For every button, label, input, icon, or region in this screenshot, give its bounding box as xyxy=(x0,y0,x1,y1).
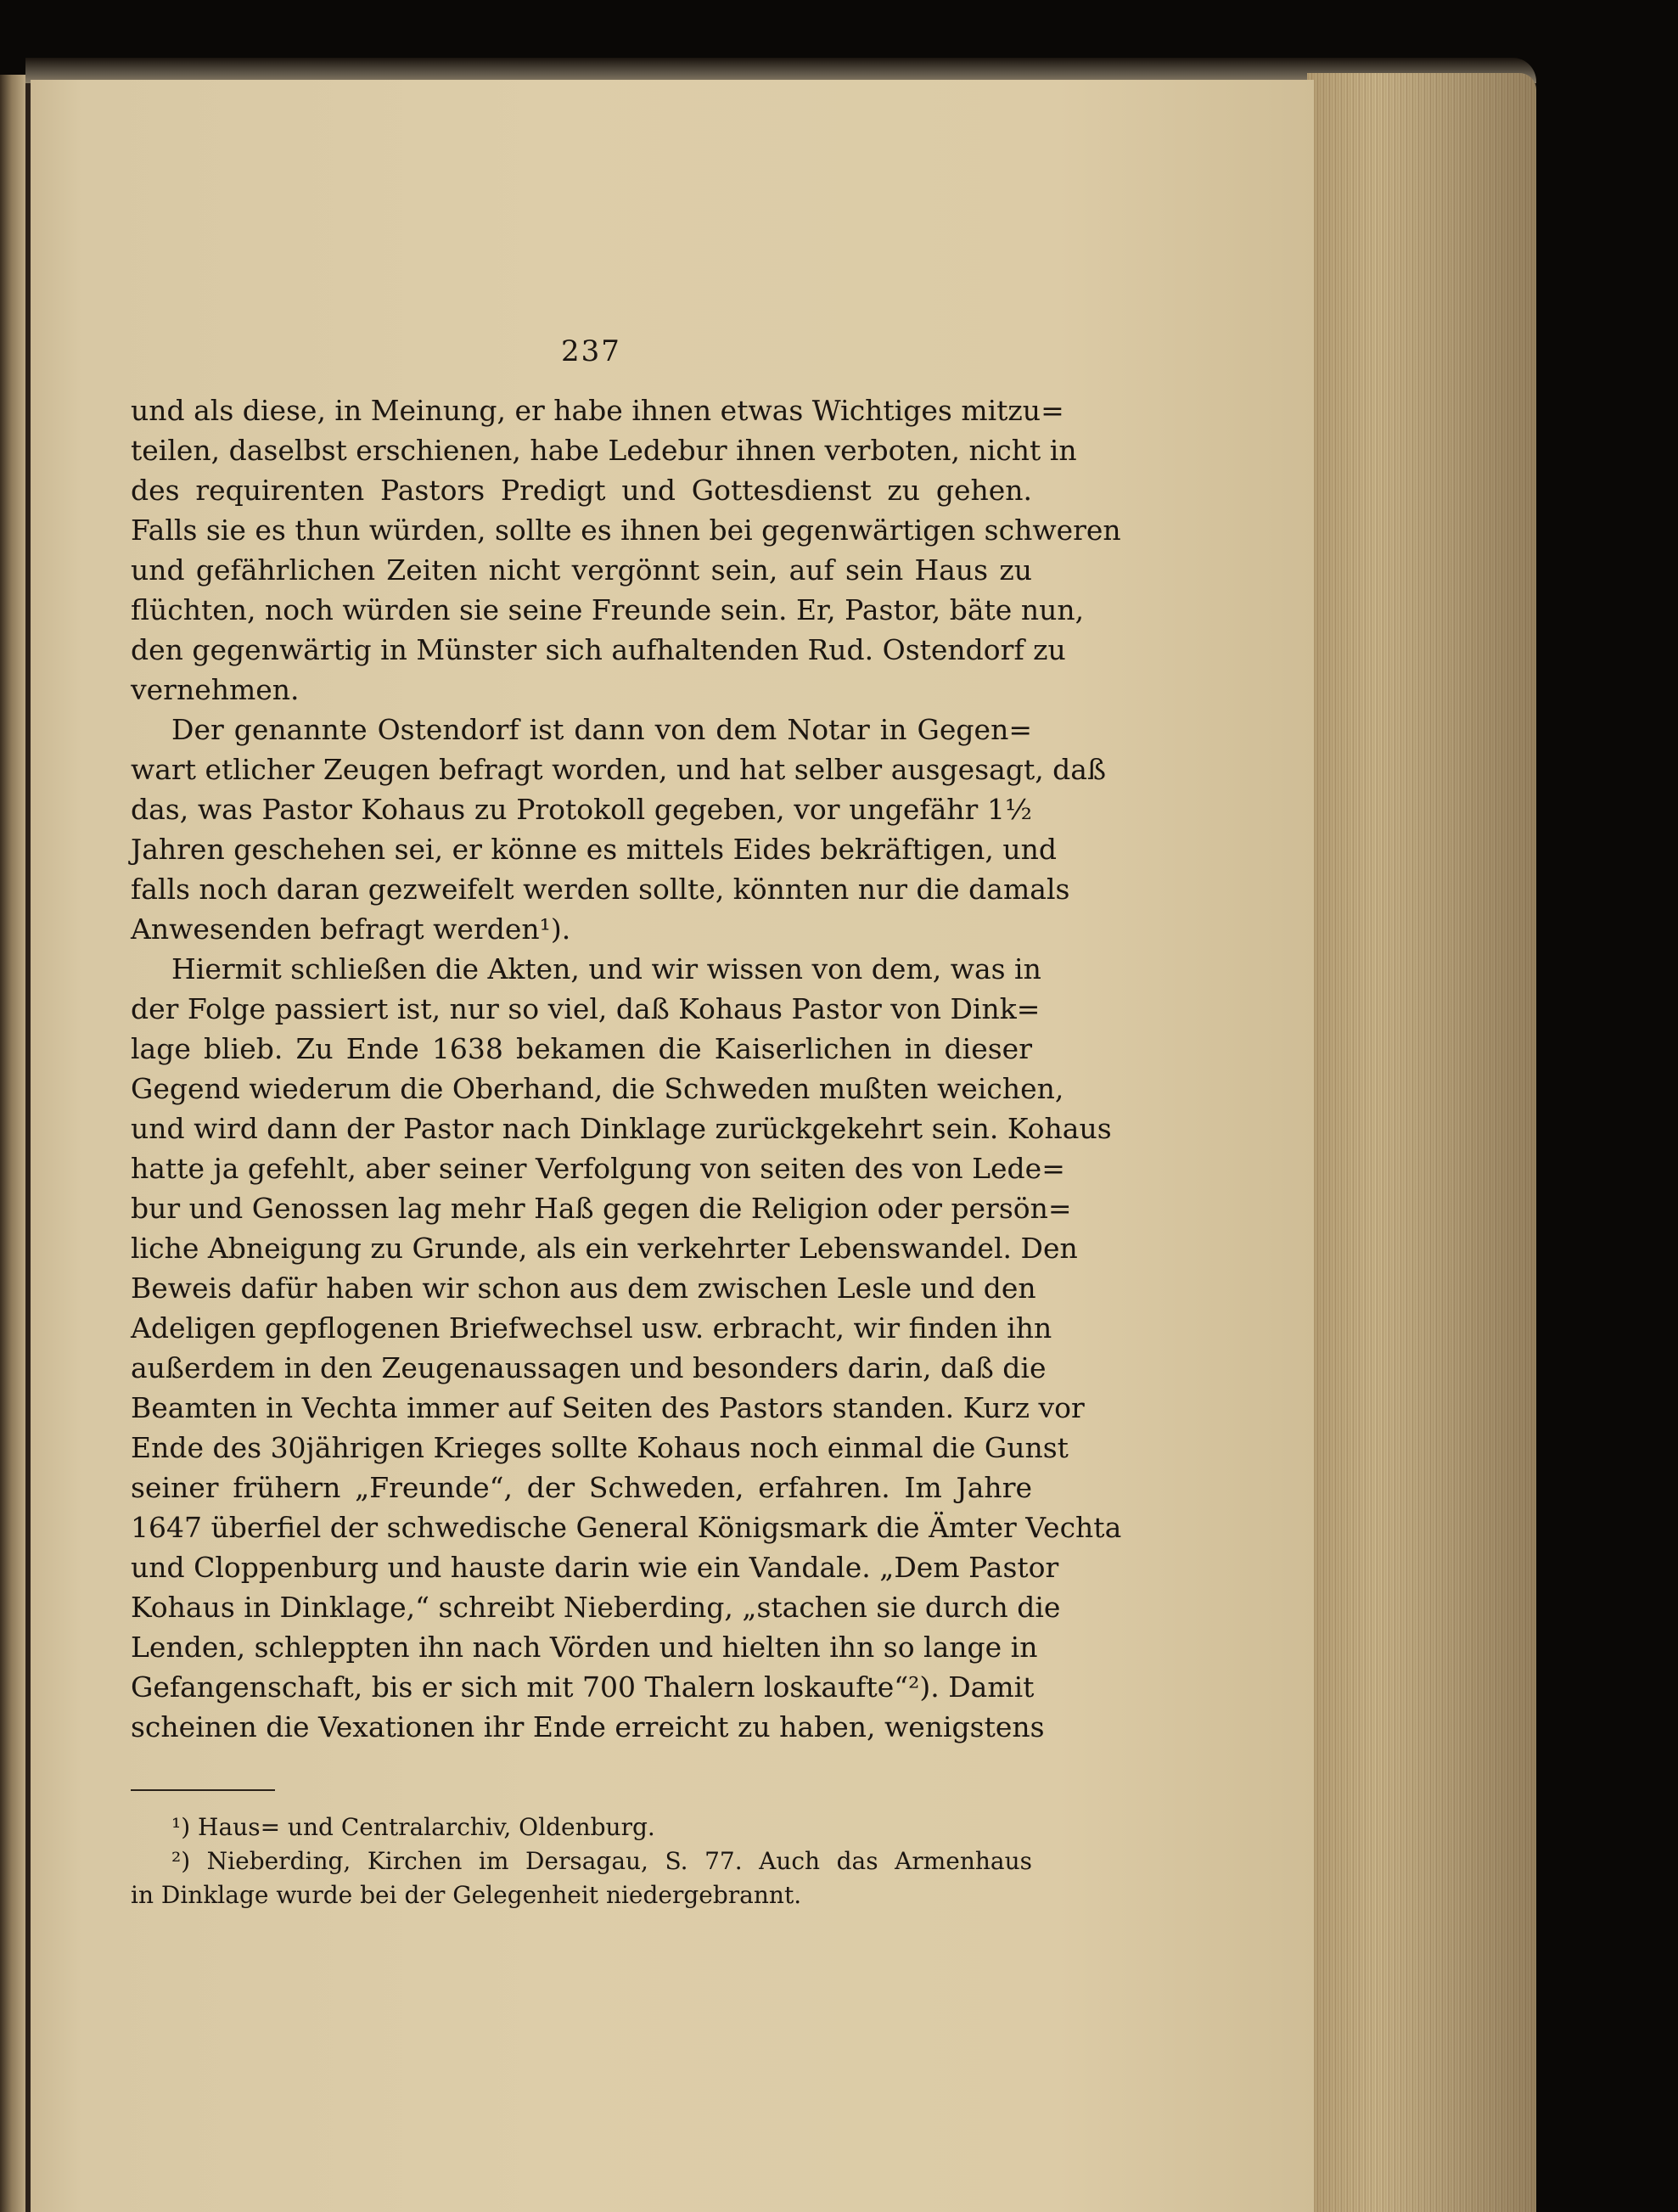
text-line: scheinen die Vexationen ihr Ende erreicht zu haben, wenigstens xyxy=(131,1710,1045,1743)
text-line: Lenden, schleppten ihn nach Vörden und hielten ihn so lange in xyxy=(131,1631,1038,1664)
footnote-1: ¹) Haus= und Centralarchiv, Oldenburg. xyxy=(171,1813,655,1841)
text-line: Hiermit schließen die Akten, und wir wissen von dem, was in xyxy=(171,952,1041,985)
text-line: wart etlicher Zeugen befragt worden, und hat selber ausgesagt, daß xyxy=(131,753,1107,786)
text-line: das, was Pastor Kohaus zu Protokoll gegeben, vor ungefähr 1½ xyxy=(131,793,1032,826)
facing-page-edge xyxy=(0,75,29,2212)
footnote-2-continued: in Dinklage wurde bei der Gelegenheit niedergebrannt. xyxy=(131,1881,802,1909)
text-line: und gefährlichen Zeiten nicht vergönnt sein, auf sein Haus zu xyxy=(131,553,1032,587)
text-line: hatte ja gefehlt, aber seiner Verfolgung von seiten des von Lede= xyxy=(131,1152,1065,1185)
text-line: außerdem in den Zeugenaussagen und besonders darin, daß die xyxy=(131,1351,1047,1384)
text-line: der Folge passiert ist, nur so viel, daß Kohaus Pastor von Dink= xyxy=(131,992,1041,1025)
text-line: Beweis dafür haben wir schon aus dem zwischen Lesle und den xyxy=(131,1272,1036,1305)
text-line: 1647 überfiel der schwedische General Königsmark die Ämter Vechta xyxy=(131,1511,1122,1544)
text-line: Falls sie es thun würden, sollte es ihnen bei gegenwärtigen schweren xyxy=(131,514,1121,547)
text-line: Kohaus in Dinklage,“ schreibt Nieberding, „stachen sie durch die xyxy=(131,1591,1061,1624)
footnote-rule xyxy=(131,1789,275,1791)
text-line: den gegenwärtig in Münster sich aufhaltenden Rud. Ostendorf zu xyxy=(131,633,1066,666)
text-line: Beamten in Vechta immer auf Seiten des Pastors standen. Kurz vor xyxy=(131,1391,1085,1424)
page-number: 237 xyxy=(561,334,621,368)
text-line: und als diese, in Meinung, er habe ihnen etwas Wichtiges mitzu= xyxy=(131,394,1064,427)
page-edges-shade xyxy=(1307,73,1536,2212)
text-line: teilen, daselbst erschienen, habe Ledebur ihnen verboten, nicht in xyxy=(131,434,1077,467)
text-line: Jahren geschehen sei, er könne es mittels Eides bekräftigen, und xyxy=(131,833,1057,866)
text-line: Ende des 30jährigen Krieges sollte Kohaus noch einmal die Gunst xyxy=(131,1431,1069,1464)
text-line: Adeligen gepflogenen Briefwechsel usw. erbracht, wir finden ihn xyxy=(131,1311,1052,1345)
text-line: Anwesenden befragt werden¹). xyxy=(131,912,571,946)
text-line: liche Abneigung zu Grunde, als ein verkehrter Lebenswandel. Den xyxy=(131,1232,1078,1265)
text-line: Gegend wiederum die Oberhand, die Schweden mußten weichen, xyxy=(131,1072,1064,1105)
text-line: vernehmen. xyxy=(131,673,300,706)
text-line: flüchten, noch würden sie seine Freunde sein. Er, Pastor, bäte nun, xyxy=(131,593,1085,626)
book-page xyxy=(31,80,1314,2212)
text-line: seiner frühern „Freunde“, der Schweden, erfahren. Im Jahre xyxy=(131,1471,1032,1504)
text-line: bur und Genossen lag mehr Haß gegen die Religion oder persön= xyxy=(131,1192,1072,1225)
footnote-2: ²) Nieberding, Kirchen im Dersagau, S. 77. Auch das Armenhaus xyxy=(171,1847,1032,1875)
text-line: Gefangenschaft, bis er sich mit 700 Thalern loskaufte“²). Damit xyxy=(131,1670,1035,1704)
text-line: und wird dann der Pastor nach Dinklage zurückgekehrt sein. Kohaus xyxy=(131,1112,1112,1145)
text-line: falls noch daran gezweifelt werden sollte, könnten nur die damals xyxy=(131,873,1070,906)
text-line: und Cloppenburg und hauste darin wie ein Vandale. „Dem Pastor xyxy=(131,1551,1059,1584)
text-line: Der genannte Ostendorf ist dann von dem Notar in Gegen= xyxy=(171,713,1032,746)
text-line: des requirenten Pastors Predigt und Gottesdienst zu gehen. xyxy=(131,474,1032,507)
text-line: lage blieb. Zu Ende 1638 bekamen die Kaiserlichen in dieser xyxy=(131,1032,1032,1065)
